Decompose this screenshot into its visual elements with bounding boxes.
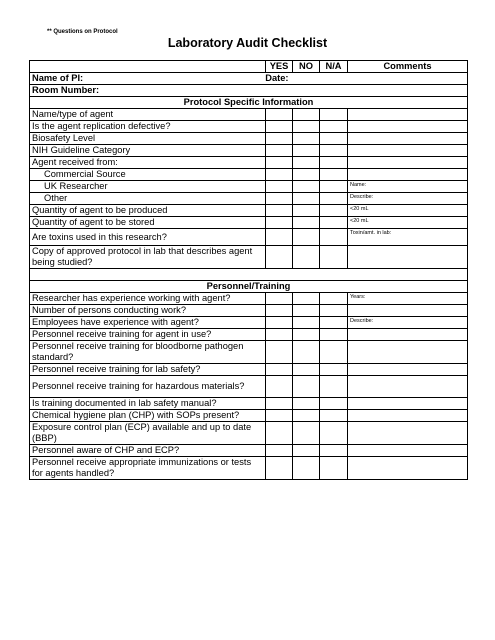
table-row — [30, 133, 468, 145]
table-row — [30, 169, 468, 181]
table-row — [30, 181, 468, 193]
yes-checkbox[interactable] — [266, 364, 293, 376]
date-field[interactable] — [293, 73, 468, 85]
na-checkbox[interactable] — [320, 329, 348, 341]
comment-cell[interactable] — [348, 305, 468, 317]
comment-cell[interactable] — [348, 422, 468, 445]
table-row — [30, 121, 468, 133]
no-checkbox[interactable] — [293, 109, 320, 121]
comment-cell[interactable] — [348, 121, 468, 133]
column-header-row — [30, 61, 468, 73]
audit-checklist-table — [29, 60, 468, 480]
table-row — [30, 193, 468, 205]
na-checkbox[interactable] — [320, 293, 348, 305]
yes-checkbox[interactable] — [266, 145, 293, 157]
na-checkbox[interactable] — [320, 181, 348, 193]
yes-checkbox[interactable] — [266, 109, 293, 121]
yes-checkbox[interactable] — [266, 457, 293, 480]
table-row — [30, 445, 468, 457]
no-checkbox[interactable] — [293, 457, 320, 480]
no-checkbox[interactable] — [293, 341, 320, 364]
comment-cell[interactable]: <20 mL — [348, 217, 468, 229]
comment-cell[interactable]: <20 mL — [348, 205, 468, 217]
comment-cell[interactable]: Toxin/amt. in lab: — [348, 229, 468, 246]
question-label: Is the agent replication defective? — [30, 121, 266, 133]
table-row — [30, 145, 468, 157]
no-checkbox[interactable] — [293, 121, 320, 133]
no-checkbox[interactable] — [293, 293, 320, 305]
no-checkbox[interactable] — [293, 305, 320, 317]
question-label: Commercial Source — [30, 169, 266, 181]
no-checkbox[interactable] — [293, 329, 320, 341]
question-label: Personnel aware of CHP and ECP? — [30, 445, 266, 457]
yes-checkbox[interactable] — [266, 376, 293, 398]
table-row — [30, 157, 468, 169]
table-row — [30, 246, 468, 269]
comment-cell[interactable]: Years: — [348, 293, 468, 305]
no-checkbox[interactable] — [293, 205, 320, 217]
na-checkbox[interactable] — [320, 246, 348, 269]
comment-cell[interactable] — [348, 157, 468, 169]
comment-cell[interactable] — [348, 457, 468, 480]
question-label: Exposure control plan (ECP) available and up to date (BBP) — [30, 422, 266, 445]
pi-field[interactable] — [30, 73, 293, 85]
pi-label: Name of PI: — [32, 73, 84, 83]
question-label: Personnel receive training for hazardous materials? — [30, 376, 266, 398]
spacer-row — [30, 269, 468, 281]
na-checkbox[interactable] — [320, 445, 348, 457]
question-label: Researcher has experience working with agent? — [30, 293, 266, 305]
no-checkbox[interactable] — [293, 398, 320, 410]
no-checkbox[interactable] — [293, 410, 320, 422]
no-checkbox[interactable] — [293, 445, 320, 457]
yes-checkbox[interactable] — [266, 398, 293, 410]
no-column-header: NO — [293, 61, 320, 73]
yes-checkbox[interactable] — [266, 341, 293, 364]
room-number-field[interactable] — [30, 85, 468, 97]
na-checkbox[interactable] — [320, 229, 348, 246]
comment-cell[interactable]: Describe: — [348, 317, 468, 329]
comment-cell[interactable] — [348, 246, 468, 269]
yes-column-header: YES — [266, 61, 293, 73]
yes-checkbox[interactable] — [266, 217, 293, 229]
personnel-section-header — [30, 281, 468, 293]
table-row — [30, 457, 468, 480]
na-checkbox[interactable] — [320, 341, 348, 364]
question-label: Quantity of agent to be stored — [30, 217, 266, 229]
na-checkbox[interactable] — [320, 317, 348, 329]
yes-checkbox[interactable] — [266, 246, 293, 269]
no-checkbox[interactable] — [293, 217, 320, 229]
comment-cell[interactable] — [348, 445, 468, 457]
na-checkbox[interactable] — [320, 121, 348, 133]
table-row — [30, 293, 468, 305]
yes-checkbox[interactable] — [266, 133, 293, 145]
yes-checkbox[interactable] — [266, 305, 293, 317]
question-label: Quantity of agent to be produced — [30, 205, 266, 217]
no-checkbox[interactable] — [293, 157, 320, 169]
comment-cell[interactable] — [348, 169, 468, 181]
na-checkbox[interactable] — [320, 193, 348, 205]
no-checkbox[interactable] — [293, 133, 320, 145]
question-label: Personnel receive training for lab safety? — [30, 364, 266, 376]
table-row — [30, 410, 468, 422]
comment-cell[interactable] — [348, 376, 468, 398]
question-label: Are toxins used in this research? — [30, 229, 266, 246]
na-checkbox[interactable] — [320, 205, 348, 217]
table-row — [30, 329, 468, 341]
comment-cell[interactable] — [348, 133, 468, 145]
comment-cell[interactable] — [348, 364, 468, 376]
room-number-label: Room Number: — [32, 85, 100, 95]
pi-row — [30, 73, 468, 85]
yes-checkbox[interactable] — [266, 205, 293, 217]
date-label: Date: — [265, 73, 289, 83]
na-checkbox[interactable] — [320, 457, 348, 480]
question-label: Personnel receive training for bloodborne pathogen standard? — [30, 341, 266, 364]
na-checkbox[interactable] — [320, 133, 348, 145]
no-checkbox[interactable] — [293, 317, 320, 329]
yes-checkbox[interactable] — [266, 121, 293, 133]
question-label: Is training documented in lab safety manual? — [30, 398, 266, 410]
question-label: Personnel receive appropriate immunizations or tests for agents handled? — [30, 457, 266, 480]
na-checkbox[interactable] — [320, 169, 348, 181]
comment-cell[interactable] — [348, 145, 468, 157]
no-checkbox[interactable] — [293, 376, 320, 398]
spacer-cell — [30, 269, 468, 281]
yes-checkbox[interactable] — [266, 169, 293, 181]
table-row — [30, 229, 468, 246]
na-checkbox[interactable] — [320, 305, 348, 317]
na-checkbox[interactable] — [320, 157, 348, 169]
no-checkbox[interactable] — [293, 145, 320, 157]
yes-checkbox[interactable] — [266, 329, 293, 341]
yes-checkbox[interactable] — [266, 193, 293, 205]
no-checkbox[interactable] — [293, 229, 320, 246]
comment-cell[interactable]: Describe: — [348, 193, 468, 205]
yes-checkbox[interactable] — [266, 229, 293, 246]
na-checkbox[interactable] — [320, 376, 348, 398]
question-label: Copy of approved protocol in lab that describes agent being studied? — [30, 246, 266, 269]
no-checkbox[interactable] — [293, 169, 320, 181]
na-checkbox[interactable] — [320, 145, 348, 157]
table-row — [30, 376, 468, 398]
table-row — [30, 205, 468, 217]
question-label: Agent received from: — [30, 157, 266, 169]
table-row — [30, 364, 468, 376]
na-checkbox[interactable] — [320, 364, 348, 376]
protocol-questions-note: ** Questions on Protocol — [47, 29, 118, 35]
blank-header-cell — [30, 61, 266, 73]
yes-checkbox[interactable] — [266, 181, 293, 193]
na-checkbox[interactable] — [320, 410, 348, 422]
question-label: Name/type of agent — [30, 109, 266, 121]
comment-cell[interactable] — [348, 109, 468, 121]
yes-checkbox[interactable] — [266, 293, 293, 305]
no-checkbox[interactable] — [293, 193, 320, 205]
table-row — [30, 422, 468, 445]
yes-checkbox[interactable] — [266, 445, 293, 457]
no-checkbox[interactable] — [293, 422, 320, 445]
personnel-section-title: Personnel/Training — [30, 281, 468, 293]
na-checkbox[interactable] — [320, 398, 348, 410]
table-row — [30, 305, 468, 317]
question-label: Other — [30, 193, 266, 205]
question-label: Employees have experience with agent? — [30, 317, 266, 329]
table-row — [30, 217, 468, 229]
comment-cell[interactable] — [348, 398, 468, 410]
question-label: NIH Guideline Category — [30, 145, 266, 157]
question-label: Chemical hygiene plan (CHP) with SOPs present? — [30, 410, 266, 422]
table-row — [30, 317, 468, 329]
protocol-section-title: Protocol Specific Information — [30, 97, 468, 109]
page-title: Laboratory Audit Checklist — [167, 36, 328, 50]
question-label: Biosafety Level — [30, 133, 266, 145]
protocol-section-header — [30, 97, 468, 109]
na-checkbox[interactable] — [320, 217, 348, 229]
yes-checkbox[interactable] — [266, 317, 293, 329]
room-row — [30, 85, 468, 97]
yes-checkbox[interactable] — [266, 157, 293, 169]
question-label: UK Researcher — [30, 181, 266, 193]
comment-cell[interactable]: Name: — [348, 181, 468, 193]
yes-checkbox[interactable] — [266, 422, 293, 445]
comment-cell[interactable] — [348, 329, 468, 341]
no-checkbox[interactable] — [293, 246, 320, 269]
comment-cell[interactable] — [348, 410, 468, 422]
question-label: Personnel receive training for agent in use? — [30, 329, 266, 341]
no-checkbox[interactable] — [293, 181, 320, 193]
yes-checkbox[interactable] — [266, 410, 293, 422]
comments-column-header: Comments — [348, 61, 468, 73]
na-checkbox[interactable] — [320, 109, 348, 121]
question-label: Number of persons conducting work? — [30, 305, 266, 317]
table-row — [30, 398, 468, 410]
no-checkbox[interactable] — [293, 364, 320, 376]
comment-cell[interactable] — [348, 341, 468, 364]
table-row — [30, 341, 468, 364]
na-column-header: N/A — [320, 61, 348, 73]
table-row — [30, 109, 468, 121]
na-checkbox[interactable] — [320, 422, 348, 445]
